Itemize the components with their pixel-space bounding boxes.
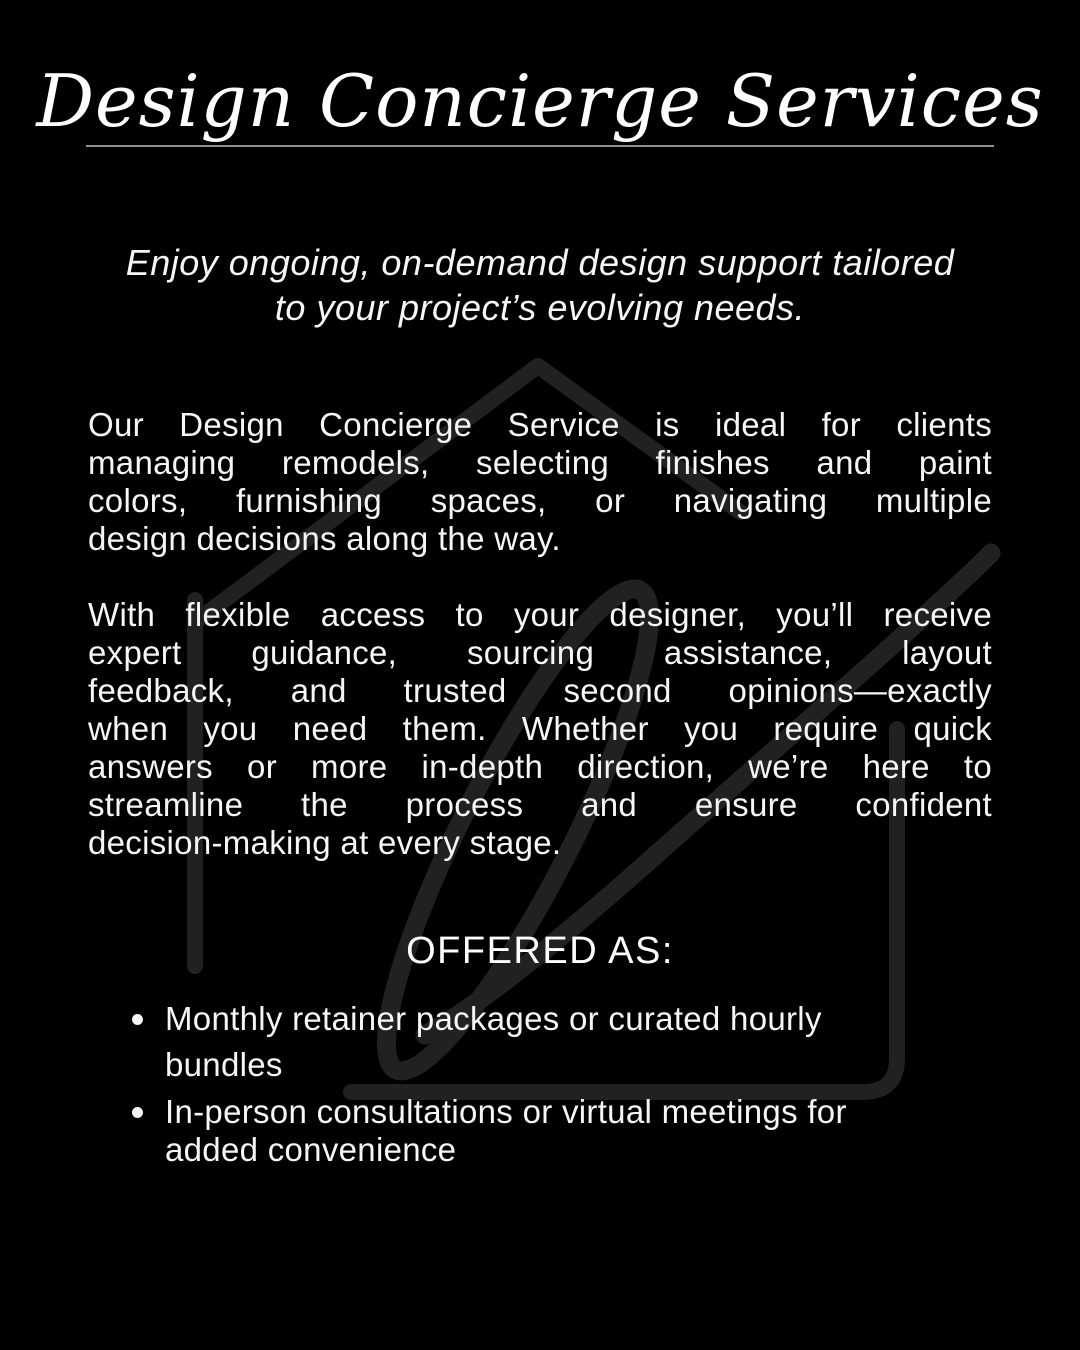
body-line: decision-making at every stage. [88,824,562,861]
body-line: With flexible access to your designer, you’ll receive [88,596,992,633]
list-item-line: added convenience [165,1131,457,1168]
body-line: feedback, and trusted second opinions—exactly [88,672,992,709]
body-line: design decisions along the way. [88,520,561,557]
subtitle-line: to your project’s evolving needs. [274,287,806,328]
body-line: streamline the process and ensure confident [88,786,992,823]
list-item-line: In-person consultations or virtual meetings for [165,1093,847,1130]
list-item-text [165,1000,822,1084]
offered-list [132,1000,992,1169]
subtitle-line: Enjoy ongoing, on-demand design support tailored [125,242,955,283]
list-item-text [165,1093,847,1169]
list-item [132,1000,992,1084]
body-line: Our Design Concierge Service is ideal for clients [88,406,992,443]
body-line: colors, furnishing spaces, or navigating multiple [88,482,992,519]
body-paragraph-2 [88,596,992,862]
list-item-line: Monthly retainer packages or curated hourly [165,1000,822,1037]
subtitle [0,240,1080,330]
bullet-icon [132,1107,143,1118]
list-item-line: bundles [165,1046,283,1083]
header [0,42,1080,202]
body-line: expert guidance, sourcing assistance, layout [88,634,992,671]
body-line: managing remodels, selecting finishes and paint [88,444,992,481]
body-line: answers or more in-depth direction, we’re here to [88,748,992,785]
list-item [132,1093,992,1169]
page-title: Design Concierge Services [36,59,1044,143]
body-paragraph-1 [88,406,992,558]
bullet-icon [132,1014,143,1025]
body-line: when you need them. Whether you require quick [88,710,992,747]
offered-as-heading: OFFERED AS: [406,930,674,972]
